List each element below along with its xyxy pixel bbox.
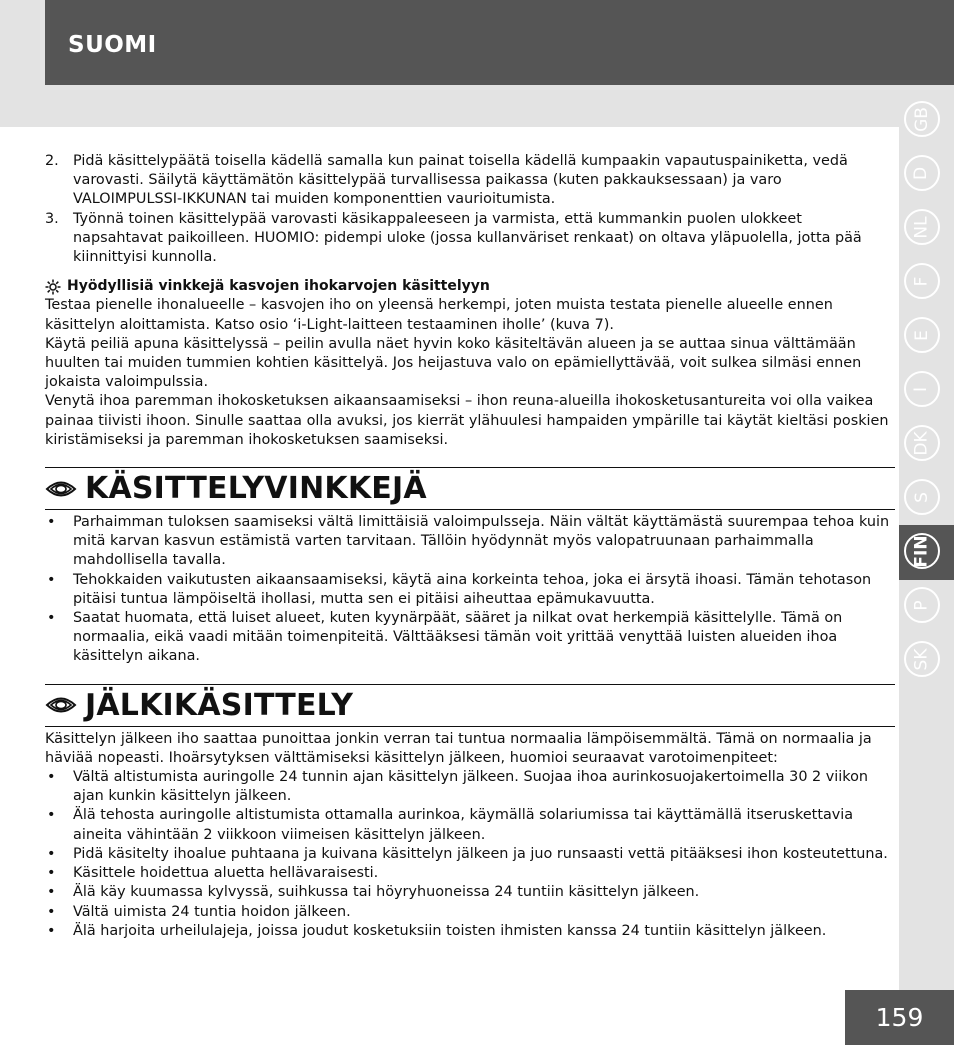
- bullet: •: [47, 769, 56, 786]
- bullet: •: [47, 514, 56, 531]
- language-title: SUOMI: [68, 32, 157, 58]
- list-item: • Älä harjoita urheilulajeja, joissa joudut kosketuksiin toisten ihmisten kanssa 24 tuntiin käsittelyn jälkeen.: [45, 922, 895, 941]
- bullet: •: [47, 865, 56, 882]
- section-heading-kasittelyvinkkeja: KÄSITTELYVINKKEJÄ: [45, 467, 895, 510]
- tab-nl[interactable]: NL: [904, 209, 940, 245]
- tips-paragraph: Käytä peiliä apuna käsittelyssä – peilin avulla näet hyvin koko käsiteltävän alueen ja se auttaa sinua välttämään huulten tai muiden tummien kohtien käsittelyä. Jos heijastuva valo on epämiellyttävää, voit sulkea silmäsi ennen jokaista valoimpulssia.: [45, 335, 862, 391]
- bullet: •: [47, 807, 56, 824]
- step-item: 2. Pidä käsittelypäätä toisella kädellä samalla kun painat toisella kädellä kumpaakin vapautuspainiketta, vedä varovasti. Säilytä käyttämätön käsittelypää turvallisessa paikassa (kuten pakkauksessaan) ja varo VALOIMPULSSI-IKKUNAN tai muiden komponenttien vaurioitumista.: [45, 153, 848, 208]
- list-item: • Älä käy kuumassa kylvyssä, suihkussa tai höyryhuoneissa 24 tuntiin käsittelyn jälkeen.: [45, 883, 895, 902]
- list-item: • Parhaimman tuloksen saamiseksi vältä limittäisiä valoimpulsseja. Näin vältät käyttämästä suurempaa tehoa kuin mitä karvan kasvun estämistä varten tarvitaan. Tällöin hyödynnät myös valopatruunaan parhaimmalla mahdollisella tavalla.: [45, 513, 895, 571]
- page-number: 159: [845, 990, 954, 1045]
- section-intro: Käsittelyn jälkeen iho saattaa punoittaa jonkin verran tai tuntua normaalia lämpöisemmältä. Tämä on normaalia ja häviää nopeasti. Ihoärsytyksen välttämiseksi käsittelyn jälkeen, huomioi seuraavat varotoimenpiteet:: [45, 730, 872, 766]
- list-item: • Pidä käsitelty ihoalue puhtaana ja kuivana käsittelyn jälkeen ja juo runsaasti vettä pitääksesi ihon kosteutettuna.: [45, 845, 895, 864]
- tab-e[interactable]: E: [904, 317, 940, 353]
- tips-paragraph: Testaa pienelle ihonalueelle – kasvojen iho on yleensä herkempi, joten muista testata pienelle alueelle ennen käsittelyn aloittamista. Katso osio ‘i-Light-laitteen testaaminen iholle’ (kuva 7).: [45, 297, 833, 333]
- tab-fin[interactable]: FIN: [904, 533, 940, 569]
- bullet: •: [47, 922, 56, 939]
- section-heading-jalkikasittely: JÄLKIKÄSITTELY: [45, 684, 895, 727]
- sun-icon: [45, 279, 61, 295]
- tips-heading: Hyödyllisiä vinkkejä kasvojen ihokarvojen käsittelyyn: [45, 277, 895, 296]
- tab-dk[interactable]: DK: [904, 425, 940, 461]
- step-item: 3. Työnnä toinen käsittelypää varovasti käsikappaleeseen ja varmista, että kummankin puolen ulokkeet napsahtavat paikoilleen. HUOMIO: pidempi uloke (jossa kullanväriset renkaat) on oltava yläpuolella, jotta pää kiinnittyisi kunnolla.: [45, 210, 862, 266]
- main-content: [45, 152, 895, 941]
- tab-gb[interactable]: GB: [904, 101, 940, 137]
- tab-f[interactable]: F: [904, 263, 940, 299]
- tips-paragraph: Venytä ihoa paremman ihokosketuksen aikaansaamiseksi – ihon reuna-alueilla ihokosketusantureita voi olla vaikea painaa tiivisti ihoon. Sinulle saattaa olla avuksi, jos kierrät ylähuulesi hampaiden ympärille tai käytät kieltäsi poskien kiristämiseksi ja paremman ihokosketuksen saamiseksi.: [45, 393, 889, 448]
- bullet: •: [47, 571, 56, 588]
- list-item: • Käsittele hoidettua aluetta hellävaraisesti.: [45, 864, 895, 883]
- header-bar: [45, 0, 954, 85]
- tab-p[interactable]: P: [904, 587, 940, 623]
- list-item: • Älä tehosta auringolle altistumista ottamalla aurinkoa, käymällä solariumissa tai käyttämällä itseruskettavia aineita vähintään 2 viikkoon viimeisen käsittelyn jälkeen.: [45, 806, 895, 844]
- list-item: • Vältä uimista 24 tuntia hoidon jälkeen.: [45, 903, 895, 922]
- eye-icon: [45, 478, 77, 500]
- list-item: • Saatat huomata, että luiset alueet, kuten kyynärpäät, sääret ja nilkat ovat herkempiä käsittelylle. Tämä on normaalia, eikä vaadi mitään toimenpiteitä. Välttääksesi tämän voit yrittää venyttää luisten alueiden ihoa käsittelyn aikana.: [45, 609, 895, 667]
- bullet: •: [47, 610, 56, 627]
- tab-sk[interactable]: SK: [904, 641, 940, 677]
- bullet: •: [47, 903, 56, 920]
- tab-d[interactable]: D: [904, 155, 940, 191]
- bullet: •: [47, 845, 56, 862]
- tab-s[interactable]: S: [904, 479, 940, 515]
- tab-i[interactable]: I: [904, 371, 940, 407]
- bullet: •: [47, 884, 56, 901]
- list-item: • Vältä altistumista auringolle 24 tunnin ajan käsittelyn jälkeen. Suojaa ihoa aurinkosuojakertoimella 30 2 viikon ajan kunkin käsittelyn jälkeen.: [45, 768, 895, 806]
- eye-icon: [45, 694, 77, 716]
- list-item: • Tehokkaiden vaikutusten aikaansaamiseksi, käytä aina korkeinta tehoa, joka ei ärsytä ihoasi. Tämän tehotason pitäisi tuntua lämpöiseltä ihollasi, mutta sen ei pitäisi aiheuttaa epämukavuutta.: [45, 571, 895, 609]
